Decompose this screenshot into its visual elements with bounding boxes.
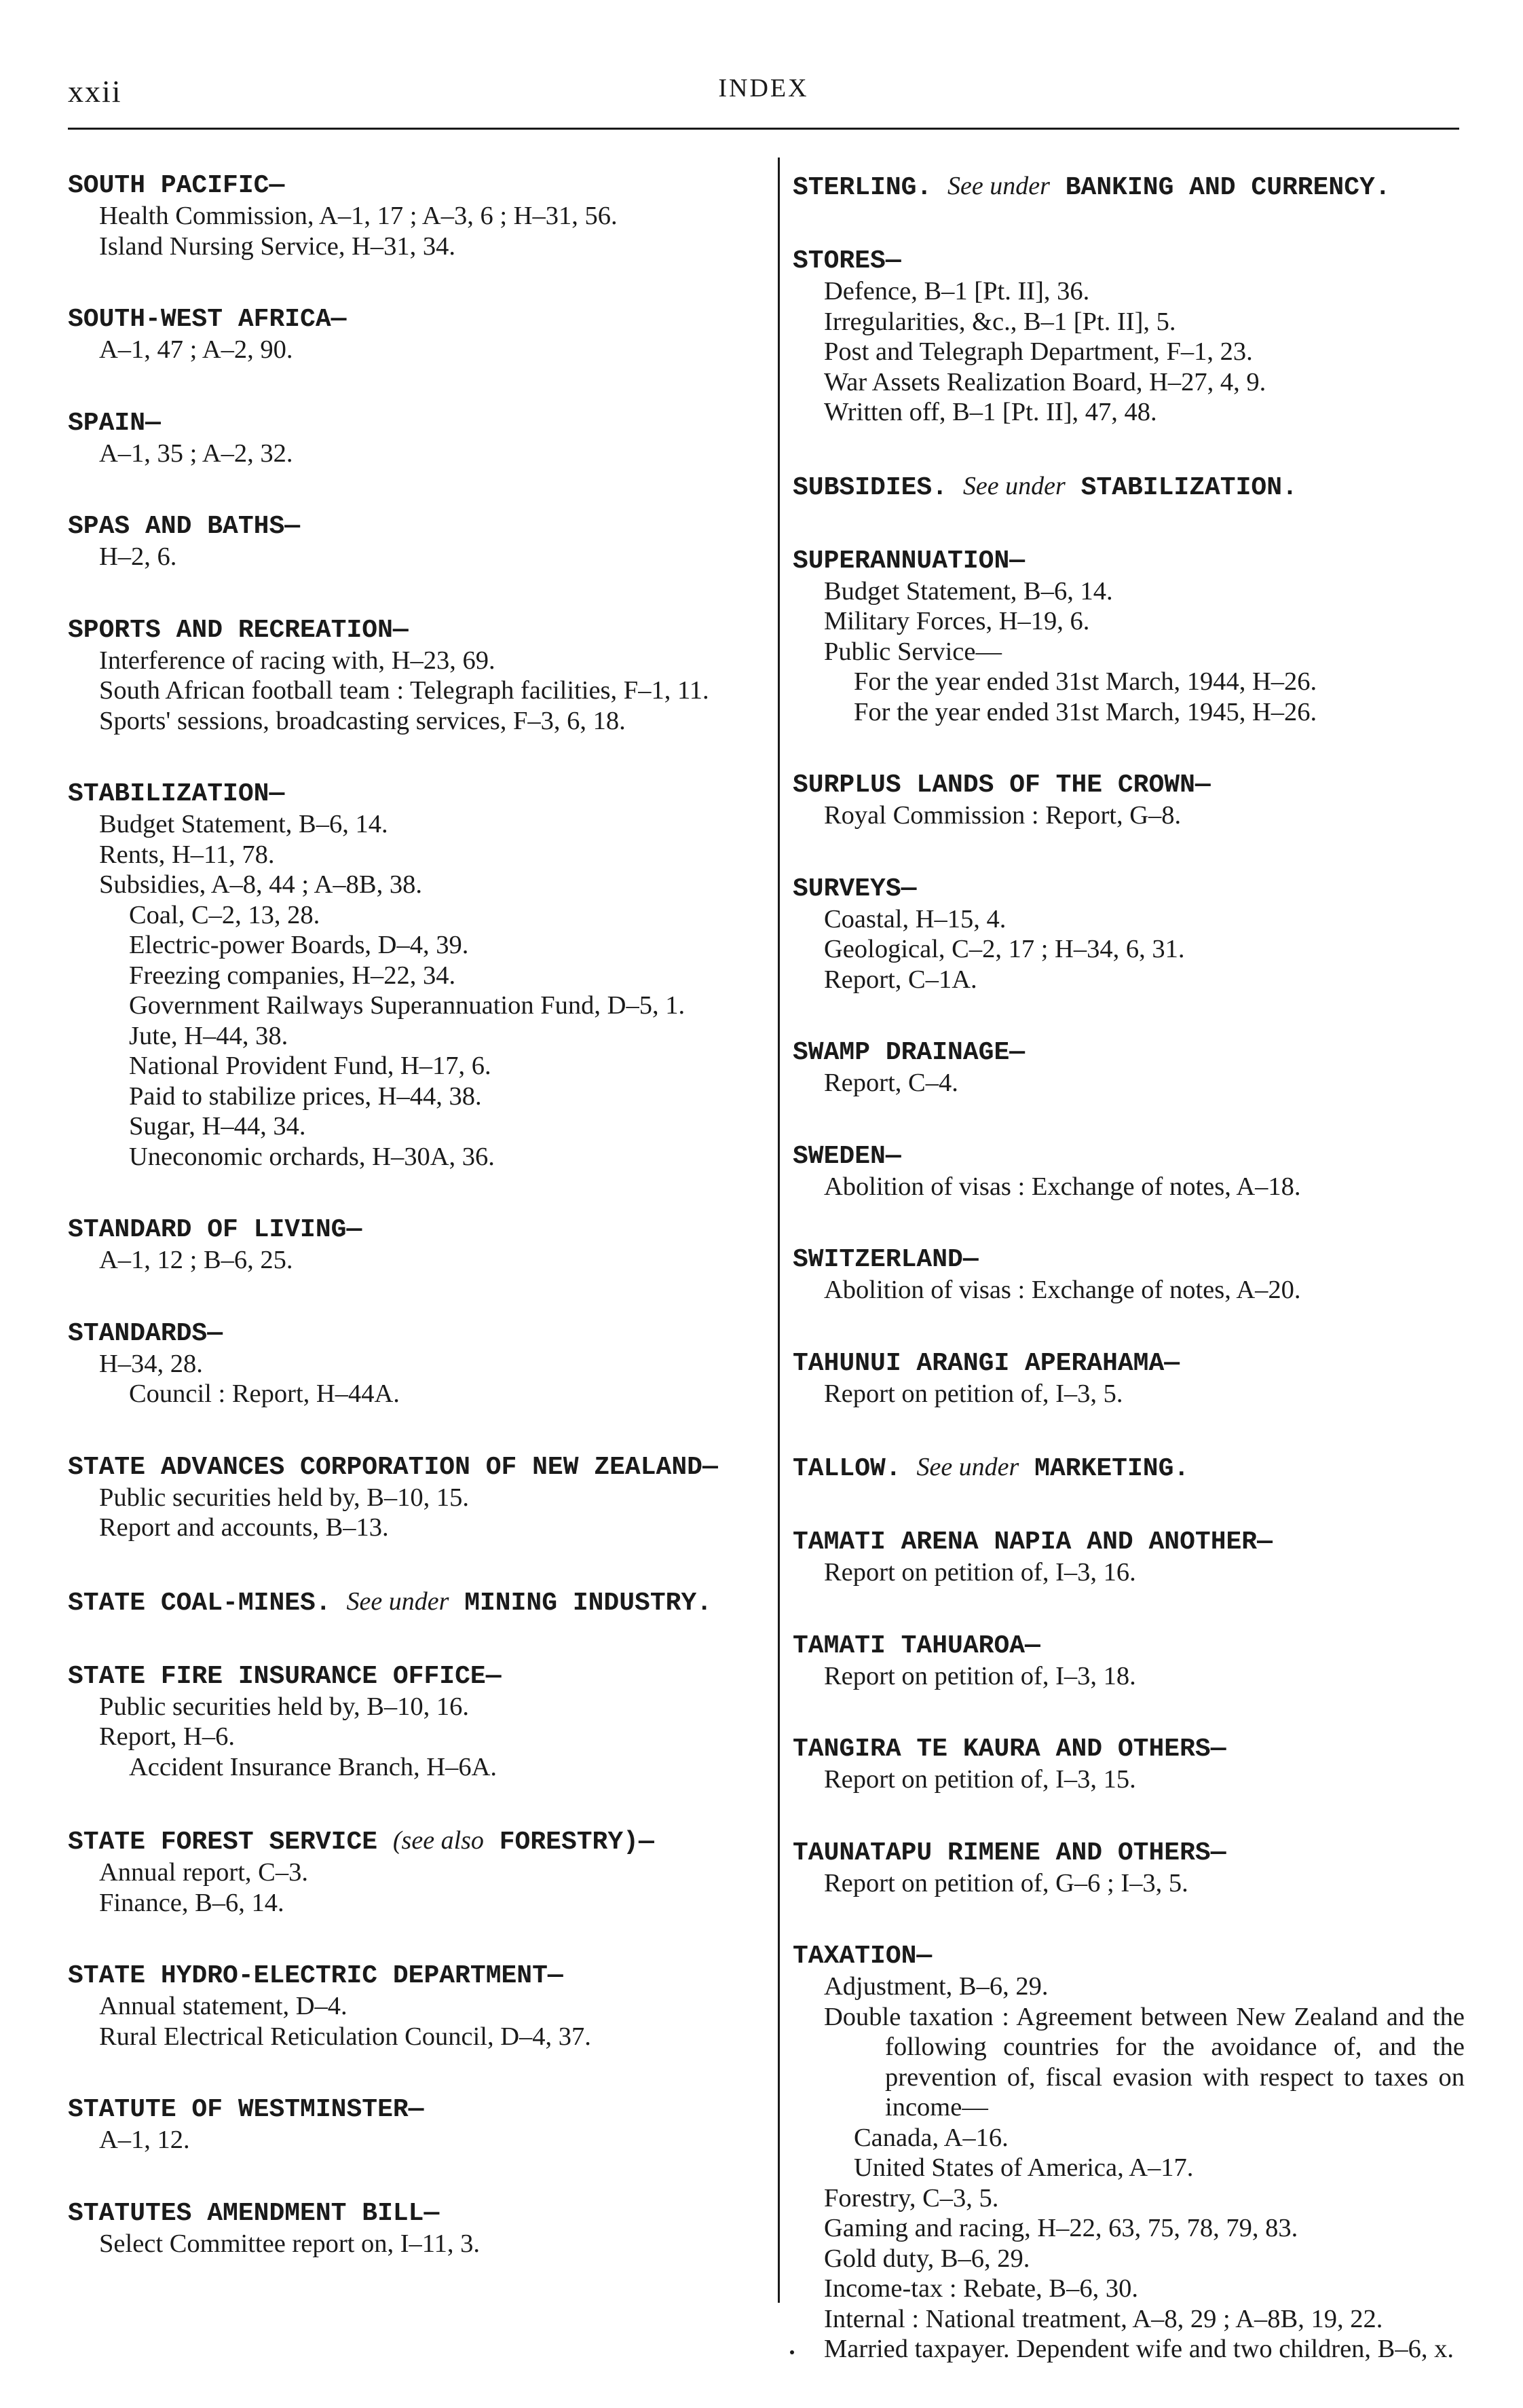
index-entry bbox=[68, 1826, 753, 1918]
entry-subline: United States of America, A–17. bbox=[854, 2153, 1194, 2182]
see-reference: See under bbox=[916, 1453, 1019, 1481]
index-entry bbox=[793, 1838, 1465, 1899]
heading-text: SPAIN— bbox=[68, 408, 161, 438]
entry-subline: Annual report, C–3. bbox=[99, 1858, 308, 1887]
index-entry bbox=[793, 246, 1465, 428]
heading-text: TAMATI TAHUAROA— bbox=[793, 1631, 1040, 1661]
see-target: MARKETING. bbox=[1034, 1454, 1190, 1483]
entry-heading bbox=[793, 1245, 1465, 1275]
entry-subline: Public Service— bbox=[824, 637, 1002, 666]
heading-text: TAMATI ARENA NAPIA AND ANOTHER— bbox=[793, 1527, 1273, 1557]
entry-heading bbox=[68, 2095, 753, 2125]
entry-subline: Geological, C–2, 17 ; H–34, 6, 31. bbox=[824, 935, 1185, 963]
entry-heading bbox=[68, 1961, 753, 1991]
entry-subline: Select Committee report on, I–11, 3. bbox=[99, 2229, 480, 2258]
entry-subline: Report on petition of, G–6 ; I–3, 5. bbox=[824, 1868, 1188, 1897]
entry-subline: Canada, A–16. bbox=[854, 2123, 1009, 2152]
entry-subline: Report on petition of, I–3, 5. bbox=[824, 1379, 1123, 1408]
heading-text: TAUNATAPU RIMENE AND OTHERS— bbox=[793, 1838, 1226, 1868]
entry-subline: Interference of racing with, H–23, 69. bbox=[99, 646, 495, 675]
right-column bbox=[793, 171, 1465, 2408]
entry-subline: Double taxation : Agreement between New Zealand and the following countries for the avoidance of, and the prevention of, fiscal evasion with respect to taxes on income— bbox=[824, 2002, 1465, 2122]
entry-subline: Written off, B–1 [Pt. II], 47, 48. bbox=[824, 398, 1157, 426]
entry-subline: Sugar, H–44, 34. bbox=[129, 1112, 306, 1141]
index-entry bbox=[793, 1735, 1465, 1795]
entry-subline: Gold duty, B–6, 29. bbox=[824, 2244, 1030, 2273]
entry-subline: Report, C–4. bbox=[824, 1069, 958, 1097]
heading-text: SPAS AND BATHS— bbox=[68, 512, 301, 541]
entry-heading bbox=[793, 171, 1465, 203]
see-target: FORESTRY)— bbox=[499, 1828, 654, 1857]
heading-text: STABILIZATION— bbox=[68, 779, 285, 809]
entry-subline: Rents, H–11, 78. bbox=[99, 840, 275, 869]
entry-heading bbox=[68, 171, 753, 201]
index-entry bbox=[793, 1349, 1465, 1409]
entry-heading bbox=[68, 1453, 753, 1483]
heading-text: SURPLUS LANDS OF THE CROWN— bbox=[793, 771, 1211, 800]
index-entry bbox=[793, 471, 1465, 503]
entry-subline: Married taxpayer. Dependent wife and two children, B–6, x. bbox=[824, 2335, 1454, 2363]
entry-heading bbox=[793, 1527, 1465, 1557]
entry-subline: Government Railways Superannuation Fund, D–5, 1. bbox=[129, 991, 685, 1020]
entry-heading bbox=[793, 471, 1465, 503]
entry-subline: National Provident Fund, H–17, 6. bbox=[129, 1052, 491, 1080]
entry-subline: Report on petition of, I–3, 16. bbox=[824, 1558, 1136, 1587]
running-head-title: INDEX bbox=[718, 74, 809, 103]
entry-heading bbox=[793, 1142, 1465, 1172]
heading-text: STATUTES AMENDMENT BILL— bbox=[68, 2198, 440, 2228]
see-target: BANKING AND CURRENCY. bbox=[1065, 173, 1391, 202]
entry-heading bbox=[793, 1038, 1465, 1068]
heading-text: STATE FOREST SERVICE bbox=[68, 1828, 378, 1857]
heading-text: STATE COAL-MINES. bbox=[68, 1588, 331, 1618]
entry-subline: Adjustment, B–6, 29. bbox=[824, 1972, 1049, 2001]
entry-subline: Public securities held by, B–10, 16. bbox=[99, 1692, 469, 1721]
entry-heading bbox=[68, 409, 753, 439]
entry-subline: War Assets Realization Board, H–27, 4, 9. bbox=[824, 367, 1266, 396]
index-entry bbox=[68, 2095, 753, 2155]
heading-text: SUPERANNUATION— bbox=[793, 546, 1026, 576]
heading-text: STATUTE OF WESTMINSTER— bbox=[68, 2095, 424, 2124]
heading-text: STATE HYDRO-ELECTRIC DEPARTMENT— bbox=[68, 1961, 563, 1990]
entry-subline: Report and accounts, B–13. bbox=[99, 1513, 389, 1542]
heading-text: SURVEYS— bbox=[793, 874, 917, 904]
entry-subline: For the year ended 31st March, 1945, H–26. bbox=[854, 697, 1317, 726]
entry-subline: Health Commission, A–1, 17 ; A–3, 6 ; H–31, 56. bbox=[99, 202, 618, 230]
see-reference: See under bbox=[947, 172, 1050, 200]
heading-text: STORES— bbox=[793, 246, 901, 276]
heading-text: TALLOW. bbox=[793, 1454, 901, 1483]
entry-subline: Internal : National treatment, A–8, 29 ; A–8B, 19, 22. bbox=[824, 2304, 1383, 2333]
heading-text: STERLING. bbox=[793, 173, 933, 202]
entry-subline: Jute, H–44, 38. bbox=[129, 1021, 288, 1050]
entry-subline: For the year ended 31st March, 1944, H–26. bbox=[854, 667, 1317, 696]
header-rule bbox=[68, 128, 1459, 130]
entry-subline: Uneconomic orchards, H–30A, 36. bbox=[129, 1142, 495, 1171]
index-entry bbox=[793, 1631, 1465, 1692]
entry-subline: Public securities held by, B–10, 15. bbox=[99, 1483, 469, 1512]
index-entry bbox=[68, 779, 753, 1172]
entry-subline: Report, H–6. bbox=[99, 1722, 235, 1751]
heading-text: SPORTS AND RECREATION— bbox=[68, 615, 409, 645]
heading-text: SWITZERLAND— bbox=[793, 1245, 979, 1274]
heading-text: STANDARDS— bbox=[68, 1318, 223, 1348]
entry-subline: Abolition of visas : Exchange of notes, A–20. bbox=[824, 1276, 1301, 1304]
entry-subline: Report on petition of, I–3, 18. bbox=[824, 1661, 1136, 1690]
entry-subline: A–1, 47 ; A–2, 90. bbox=[99, 335, 293, 364]
entry-subline: Income-tax : Rebate, B–6, 30. bbox=[824, 2274, 1138, 2303]
entry-heading bbox=[793, 1942, 1465, 1971]
index-entry bbox=[68, 512, 753, 572]
entry-subline: Island Nursing Service, H–31, 34. bbox=[99, 231, 456, 261]
entry-subline: Post and Telegraph Department, F–1, 23. bbox=[824, 337, 1253, 366]
index-entry bbox=[68, 409, 753, 469]
heading-text: STATE FIRE INSURANCE OFFICE— bbox=[68, 1661, 502, 1691]
see-reference: See under bbox=[346, 1587, 449, 1616]
entry-heading bbox=[68, 2199, 753, 2229]
entry-heading bbox=[793, 771, 1465, 800]
entry-subline: A–1, 12 ; B–6, 25. bbox=[99, 1246, 293, 1274]
heading-text: STANDARD OF LIVING— bbox=[68, 1215, 362, 1244]
index-entry bbox=[793, 874, 1465, 995]
print-speck bbox=[790, 2350, 794, 2354]
entry-subline: Military Forces, H–19, 6. bbox=[824, 607, 1090, 635]
entry-heading bbox=[68, 305, 753, 335]
entry-subline: H–2, 6. bbox=[99, 542, 177, 571]
entry-subline: Subsidies, A–8, 44 ; A–8B, 38. bbox=[99, 870, 422, 899]
index-entry bbox=[793, 1142, 1465, 1202]
see-reference: See under bbox=[962, 471, 1066, 500]
entry-subline: Rural Electrical Reticulation Council, D–4, 37. bbox=[99, 2022, 591, 2051]
entry-heading bbox=[793, 1735, 1465, 1764]
see-target: STABILIZATION. bbox=[1080, 473, 1298, 502]
index-entry bbox=[68, 171, 753, 261]
column-divider bbox=[778, 158, 780, 2303]
index-entry bbox=[793, 171, 1465, 203]
entry-subline: Freezing companies, H–22, 34. bbox=[129, 961, 456, 990]
entry-heading bbox=[793, 1631, 1465, 1661]
left-column bbox=[68, 171, 753, 2302]
index-entry bbox=[68, 1587, 753, 1618]
page-header bbox=[68, 73, 1459, 114]
page-number: xxii bbox=[68, 74, 122, 109]
see-target: MINING INDUSTRY. bbox=[464, 1588, 713, 1618]
entry-subline: Irregularities, &c., B–1 [Pt. II], 5. bbox=[824, 307, 1176, 336]
index-entry bbox=[68, 1319, 753, 1409]
index-entry bbox=[793, 1245, 1465, 1305]
heading-text: TAXATION— bbox=[793, 1942, 933, 1971]
entry-heading bbox=[68, 1215, 753, 1245]
entry-subline: Coastal, H–15, 4. bbox=[824, 904, 1007, 933]
index-entry bbox=[68, 1453, 753, 1543]
entry-subline: Royal Commission : Report, G–8. bbox=[824, 801, 1182, 830]
entry-heading bbox=[68, 1662, 753, 1692]
heading-text: STATE ADVANCES CORPORATION OF NEW ZEALAND— bbox=[68, 1452, 718, 1482]
entry-heading bbox=[68, 1826, 753, 1857]
index-entry bbox=[68, 1961, 753, 2052]
entry-subline: Sports' sessions, broadcasting services, F–3, 6, 18. bbox=[99, 706, 626, 735]
entry-subline: Electric-power Boards, D–4, 39. bbox=[129, 931, 469, 959]
entry-heading bbox=[793, 874, 1465, 904]
entry-subline: A–1, 35 ; A–2, 32. bbox=[99, 439, 293, 468]
heading-text: TAHUNUI ARANGI APERAHAMA— bbox=[793, 1348, 1180, 1378]
entry-heading bbox=[793, 1838, 1465, 1868]
index-entry bbox=[793, 1527, 1465, 1588]
entry-subline: Annual statement, D–4. bbox=[99, 1992, 347, 2020]
index-entry bbox=[793, 1452, 1465, 1484]
entry-heading bbox=[793, 1349, 1465, 1379]
entry-subline: South African football team : Telegraph facilities, F–1, 11. bbox=[99, 676, 709, 705]
entry-subline: Report on petition of, I–3, 15. bbox=[824, 1765, 1136, 1794]
index-entry bbox=[68, 1662, 753, 1783]
index-entry bbox=[793, 1038, 1465, 1098]
entry-heading bbox=[793, 547, 1465, 576]
entry-subline: Council : Report, H–44A. bbox=[129, 1379, 400, 1408]
entry-heading bbox=[793, 246, 1465, 276]
entry-subline: Accident Insurance Branch, H–6A. bbox=[129, 1752, 497, 1781]
entry-heading bbox=[68, 1587, 753, 1618]
see-reference: (see also bbox=[392, 1826, 484, 1855]
index-entry bbox=[68, 1215, 753, 1276]
heading-text: SWEDEN— bbox=[793, 1141, 901, 1171]
entry-subline: A–1, 12. bbox=[99, 2126, 190, 2154]
entry-subline: Gaming and racing, H–22, 63, 75, 78, 79, 83. bbox=[824, 2214, 1298, 2242]
heading-text: SOUTH PACIFIC— bbox=[68, 171, 285, 200]
heading-text: SOUTH-WEST AFRICA— bbox=[68, 305, 347, 334]
entry-subline: Paid to stabilize prices, H–44, 38. bbox=[129, 1081, 482, 1111]
entry-heading bbox=[793, 1452, 1465, 1484]
entry-subline: Finance, B–6, 14. bbox=[99, 1888, 284, 1917]
entry-subline: H–34, 28. bbox=[99, 1349, 203, 1378]
entry-heading bbox=[68, 779, 753, 809]
entry-heading bbox=[68, 616, 753, 646]
entry-subline: Defence, B–1 [Pt. II], 36. bbox=[824, 277, 1090, 305]
index-entry bbox=[68, 305, 753, 365]
heading-text: SWAMP DRAINAGE— bbox=[793, 1038, 1026, 1067]
entry-heading bbox=[68, 512, 753, 542]
index-entry bbox=[68, 616, 753, 737]
index-entry bbox=[793, 547, 1465, 728]
entry-subline: Abolition of visas : Exchange of notes, A–18. bbox=[824, 1172, 1301, 1201]
entry-heading bbox=[68, 1319, 753, 1349]
heading-text: SUBSIDIES. bbox=[793, 473, 948, 502]
entry-subline: Report, C–1A. bbox=[824, 965, 977, 994]
entry-subline: Coal, C–2, 13, 28. bbox=[129, 900, 320, 929]
index-entry bbox=[793, 1942, 1465, 2365]
entry-subline: Budget Statement, B–6, 14. bbox=[824, 576, 1113, 606]
index-entry bbox=[793, 771, 1465, 831]
entry-subline: Forestry, C–3, 5. bbox=[824, 2183, 999, 2212]
entry-subline: Budget Statement, B–6, 14. bbox=[99, 810, 388, 838]
index-entry bbox=[68, 2199, 753, 2259]
heading-text: TANGIRA TE KAURA AND OTHERS— bbox=[793, 1735, 1226, 1764]
